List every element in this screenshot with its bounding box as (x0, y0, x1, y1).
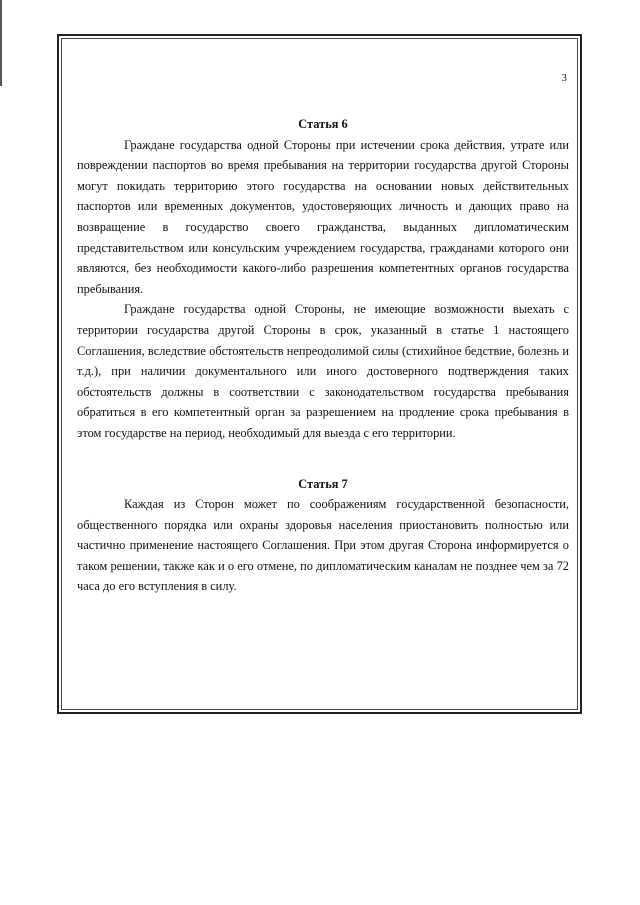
page-frame (57, 34, 582, 714)
article-7-title: Статья 7 (298, 476, 348, 491)
article-7 (77, 474, 569, 598)
scan-edge-mark (0, 0, 2, 86)
article-6-paragraph-1: Граждане государства одной Стороны при истечении срока действия, утрате или повреждении паспортов во время пребывания на территории государства другой Стороны могут покидать территорию этого государства на основании новых действительных паспортов или временных документов, удостоверяющих личность и дающих право на возвращение в государство своего гражданства, выданных дипломатическим представительством или консульским учреждением государства, гражданами которого они являются, без необходимости какого-либо разрешения компетентных органов государства пребывания. (77, 137, 569, 296)
article-6-paragraph-2: Граждане государства одной Стороны, не имеющие возможности выехать с территории государства другой Стороны в срок, указанный в статье 1 настоящего Соглашения, вследствие обстоятельств непреодолимой силы (стихийное бедствие, болезнь и т.д.), при наличии документального или иного достоверного подтверждения таких обстоятельств должны в соответствии с законодательством государства пребывания обратиться в его компетентный орган за разрешением на продление срока пребывания в этом государстве на период, необходимый для выезда с его территории. (77, 302, 569, 440)
document-body (77, 114, 569, 597)
article-6 (77, 114, 569, 444)
article-6-title: Статья 6 (298, 117, 348, 131)
section-spacer (77, 444, 569, 473)
page-number: 3 (561, 72, 567, 84)
article-7-paragraph-1: Каждая из Сторон может по соображениям государственной безопасности, общественного порядка или охраны здоровья населения приостановить полностью или частично применение настоящего Соглашения. При этом другая Сторона информируется о таком решении, также как и о его отмене, по дипломатическим каналам не позднее чем за 72 часа до его вступления в силу. (77, 497, 569, 594)
